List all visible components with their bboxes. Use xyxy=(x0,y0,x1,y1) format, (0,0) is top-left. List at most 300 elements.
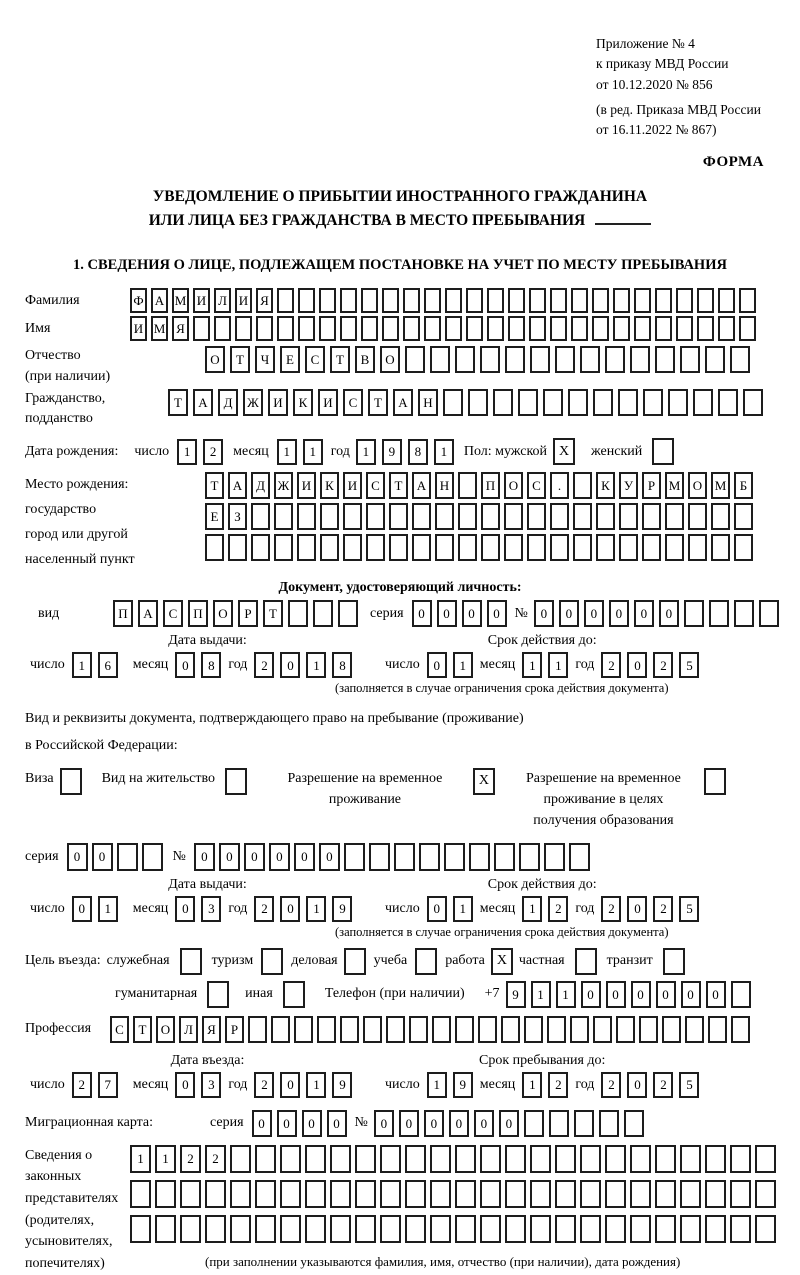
char-cell[interactable] xyxy=(573,472,592,499)
char-cell[interactable] xyxy=(305,1215,326,1243)
char-cell[interactable] xyxy=(571,316,588,341)
char-cell[interactable] xyxy=(117,843,138,871)
stay-year-cells[interactable] xyxy=(601,1072,699,1098)
char-cell[interactable] xyxy=(688,534,707,561)
char-cell[interactable]: 0 xyxy=(280,1072,300,1098)
residence-issue-year-cells[interactable] xyxy=(254,896,352,922)
birth-day-cells[interactable] xyxy=(177,439,223,465)
birth-year-cells[interactable] xyxy=(356,439,454,465)
char-cell[interactable]: 0 xyxy=(559,600,579,627)
char-cell[interactable] xyxy=(634,316,651,341)
char-cell[interactable]: 1 xyxy=(306,652,326,678)
char-cell[interactable]: Р xyxy=(642,472,661,499)
char-cell[interactable]: Я xyxy=(256,288,273,313)
char-cell[interactable]: И xyxy=(235,288,252,313)
char-cell[interactable]: О xyxy=(688,472,707,499)
char-cell[interactable] xyxy=(430,1215,451,1243)
char-cell[interactable]: 0 xyxy=(462,600,482,627)
char-cell[interactable] xyxy=(430,346,450,373)
char-cell[interactable] xyxy=(424,316,441,341)
identity-issue-day-cells[interactable] xyxy=(72,652,118,678)
char-cell[interactable] xyxy=(711,534,730,561)
char-cell[interactable]: 0 xyxy=(219,843,240,871)
char-cell[interactable]: 6 xyxy=(98,652,118,678)
char-cell[interactable] xyxy=(527,534,546,561)
char-cell[interactable]: В xyxy=(355,346,375,373)
char-cell[interactable] xyxy=(363,1016,382,1043)
char-cell[interactable] xyxy=(142,843,163,871)
char-cell[interactable] xyxy=(340,1016,359,1043)
char-cell[interactable] xyxy=(369,843,390,871)
identity-series-cells[interactable] xyxy=(412,600,507,627)
char-cell[interactable] xyxy=(550,534,569,561)
char-cell[interactable] xyxy=(613,316,630,341)
char-cell[interactable] xyxy=(130,1180,151,1208)
char-cell[interactable] xyxy=(443,389,463,416)
char-cell[interactable] xyxy=(430,1145,451,1173)
char-cell[interactable] xyxy=(630,1145,651,1173)
char-cell[interactable]: 3 xyxy=(201,896,221,922)
identity-expiry-day-cells[interactable] xyxy=(427,652,473,678)
char-cell[interactable]: 2 xyxy=(601,896,621,922)
char-cell[interactable]: Я xyxy=(172,316,189,341)
citizenship-cells[interactable] xyxy=(168,389,763,416)
char-cell[interactable] xyxy=(549,1110,569,1137)
char-cell[interactable]: 2 xyxy=(601,1072,621,1098)
char-cell[interactable] xyxy=(730,346,750,373)
char-cell[interactable]: П xyxy=(481,472,500,499)
char-cell[interactable] xyxy=(529,316,546,341)
char-cell[interactable] xyxy=(480,1180,501,1208)
char-cell[interactable]: 8 xyxy=(201,652,221,678)
birth-place-cells-row1[interactable] xyxy=(205,472,753,499)
char-cell[interactable] xyxy=(730,1180,751,1208)
char-cell[interactable] xyxy=(676,288,693,313)
purpose-other-checkbox[interactable] xyxy=(283,981,305,1008)
representatives-cells-row3[interactable] xyxy=(130,1215,776,1243)
char-cell[interactable] xyxy=(343,503,362,530)
char-cell[interactable]: Е xyxy=(280,346,300,373)
char-cell[interactable] xyxy=(530,346,550,373)
char-cell[interactable] xyxy=(501,1016,520,1043)
char-cell[interactable] xyxy=(469,843,490,871)
char-cell[interactable] xyxy=(403,288,420,313)
char-cell[interactable] xyxy=(504,503,523,530)
char-cell[interactable] xyxy=(680,1180,701,1208)
char-cell[interactable]: 0 xyxy=(374,1110,394,1137)
char-cell[interactable] xyxy=(405,1180,426,1208)
residence-expiry-year-cells[interactable] xyxy=(601,896,699,922)
char-cell[interactable]: 0 xyxy=(280,652,300,678)
char-cell[interactable] xyxy=(458,503,477,530)
char-cell[interactable]: 0 xyxy=(581,981,601,1008)
char-cell[interactable] xyxy=(642,534,661,561)
char-cell[interactable] xyxy=(297,503,316,530)
char-cell[interactable] xyxy=(340,288,357,313)
char-cell[interactable] xyxy=(555,346,575,373)
birth-place-cells-row2[interactable] xyxy=(205,503,753,530)
char-cell[interactable] xyxy=(298,316,315,341)
char-cell[interactable]: Т xyxy=(133,1016,152,1043)
char-cell[interactable] xyxy=(366,503,385,530)
char-cell[interactable] xyxy=(277,288,294,313)
char-cell[interactable] xyxy=(493,389,513,416)
char-cell[interactable] xyxy=(466,288,483,313)
char-cell[interactable]: 0 xyxy=(437,600,457,627)
char-cell[interactable]: Р xyxy=(238,600,258,627)
char-cell[interactable] xyxy=(705,1145,726,1173)
char-cell[interactable] xyxy=(618,389,638,416)
char-cell[interactable] xyxy=(730,1145,751,1173)
char-cell[interactable] xyxy=(655,1180,676,1208)
char-cell[interactable] xyxy=(596,503,615,530)
char-cell[interactable]: Д xyxy=(218,389,238,416)
char-cell[interactable]: 1 xyxy=(522,896,542,922)
char-cell[interactable]: 0 xyxy=(656,981,676,1008)
char-cell[interactable] xyxy=(214,316,231,341)
option-visa-checkbox[interactable] xyxy=(60,768,82,795)
char-cell[interactable] xyxy=(547,1016,566,1043)
char-cell[interactable] xyxy=(424,288,441,313)
char-cell[interactable]: 0 xyxy=(499,1110,519,1137)
char-cell[interactable] xyxy=(205,1215,226,1243)
char-cell[interactable] xyxy=(494,843,515,871)
identity-number-cells[interactable] xyxy=(534,600,779,627)
char-cell[interactable]: П xyxy=(188,600,208,627)
char-cell[interactable]: 1 xyxy=(277,439,297,465)
char-cell[interactable] xyxy=(693,389,713,416)
char-cell[interactable] xyxy=(665,534,684,561)
char-cell[interactable] xyxy=(251,503,270,530)
char-cell[interactable] xyxy=(277,316,294,341)
char-cell[interactable] xyxy=(319,288,336,313)
char-cell[interactable] xyxy=(458,534,477,561)
char-cell[interactable]: О xyxy=(156,1016,175,1043)
char-cell[interactable]: П xyxy=(113,600,133,627)
char-cell[interactable] xyxy=(355,1145,376,1173)
char-cell[interactable]: 0 xyxy=(584,600,604,627)
residence-series-cells[interactable] xyxy=(67,843,163,871)
char-cell[interactable] xyxy=(445,288,462,313)
char-cell[interactable]: 0 xyxy=(280,896,300,922)
char-cell[interactable] xyxy=(382,316,399,341)
char-cell[interactable]: И xyxy=(343,472,362,499)
char-cell[interactable] xyxy=(573,503,592,530)
char-cell[interactable] xyxy=(570,1016,589,1043)
char-cell[interactable] xyxy=(555,1215,576,1243)
char-cell[interactable]: И xyxy=(268,389,288,416)
char-cell[interactable]: 0 xyxy=(72,896,92,922)
char-cell[interactable] xyxy=(619,534,638,561)
char-cell[interactable]: 3 xyxy=(201,1072,221,1098)
char-cell[interactable] xyxy=(680,1215,701,1243)
char-cell[interactable]: 2 xyxy=(548,896,568,922)
char-cell[interactable] xyxy=(230,1180,251,1208)
char-cell[interactable] xyxy=(412,503,431,530)
char-cell[interactable]: 1 xyxy=(72,652,92,678)
char-cell[interactable] xyxy=(340,316,357,341)
char-cell[interactable] xyxy=(251,534,270,561)
char-cell[interactable] xyxy=(330,1180,351,1208)
char-cell[interactable] xyxy=(655,288,672,313)
char-cell[interactable]: 0 xyxy=(269,843,290,871)
char-cell[interactable]: Т xyxy=(368,389,388,416)
char-cell[interactable] xyxy=(508,288,525,313)
char-cell[interactable] xyxy=(255,1180,276,1208)
char-cell[interactable] xyxy=(580,1215,601,1243)
char-cell[interactable] xyxy=(569,843,590,871)
char-cell[interactable] xyxy=(616,1016,635,1043)
char-cell[interactable]: 1 xyxy=(98,896,118,922)
char-cell[interactable] xyxy=(711,503,730,530)
char-cell[interactable]: М xyxy=(665,472,684,499)
char-cell[interactable] xyxy=(320,534,339,561)
char-cell[interactable]: 0 xyxy=(634,600,654,627)
char-cell[interactable]: 2 xyxy=(180,1145,201,1173)
char-cell[interactable] xyxy=(755,1180,776,1208)
char-cell[interactable]: Ж xyxy=(243,389,263,416)
char-cell[interactable] xyxy=(605,1180,626,1208)
char-cell[interactable]: 1 xyxy=(548,652,568,678)
char-cell[interactable] xyxy=(361,288,378,313)
char-cell[interactable] xyxy=(274,503,293,530)
char-cell[interactable] xyxy=(524,1110,544,1137)
char-cell[interactable]: 0 xyxy=(706,981,726,1008)
purpose-tourism-checkbox[interactable] xyxy=(261,948,283,975)
char-cell[interactable]: А xyxy=(138,600,158,627)
char-cell[interactable] xyxy=(605,1215,626,1243)
char-cell[interactable] xyxy=(355,1215,376,1243)
sex-male-checkbox[interactable]: X xyxy=(553,438,575,465)
char-cell[interactable] xyxy=(643,389,663,416)
char-cell[interactable]: 2 xyxy=(72,1072,92,1098)
purpose-business-checkbox[interactable] xyxy=(344,948,366,975)
char-cell[interactable] xyxy=(409,1016,428,1043)
char-cell[interactable] xyxy=(593,389,613,416)
char-cell[interactable]: 1 xyxy=(427,1072,447,1098)
char-cell[interactable]: Е xyxy=(205,503,224,530)
char-cell[interactable] xyxy=(288,600,308,627)
char-cell[interactable] xyxy=(468,389,488,416)
char-cell[interactable] xyxy=(505,1145,526,1173)
char-cell[interactable] xyxy=(665,503,684,530)
residence-number-cells[interactable] xyxy=(194,843,590,871)
char-cell[interactable]: У xyxy=(619,472,638,499)
char-cell[interactable] xyxy=(518,389,538,416)
migration-series-cells[interactable] xyxy=(252,1110,347,1137)
option-residence-permit-checkbox[interactable] xyxy=(225,768,247,795)
char-cell[interactable]: З xyxy=(228,503,247,530)
char-cell[interactable] xyxy=(684,600,704,627)
given-name-cells[interactable] xyxy=(130,316,756,341)
residence-issue-month-cells[interactable] xyxy=(175,896,221,922)
char-cell[interactable]: К xyxy=(320,472,339,499)
char-cell[interactable] xyxy=(386,1016,405,1043)
char-cell[interactable] xyxy=(412,534,431,561)
char-cell[interactable] xyxy=(592,288,609,313)
char-cell[interactable] xyxy=(487,288,504,313)
char-cell[interactable]: 2 xyxy=(254,652,274,678)
char-cell[interactable]: 9 xyxy=(382,439,402,465)
char-cell[interactable] xyxy=(530,1180,551,1208)
char-cell[interactable]: Т xyxy=(263,600,283,627)
char-cell[interactable]: Н xyxy=(435,472,454,499)
char-cell[interactable]: И xyxy=(318,389,338,416)
char-cell[interactable]: 0 xyxy=(277,1110,297,1137)
char-cell[interactable] xyxy=(394,843,415,871)
char-cell[interactable]: 0 xyxy=(474,1110,494,1137)
char-cell[interactable]: 5 xyxy=(679,896,699,922)
char-cell[interactable]: 0 xyxy=(627,1072,647,1098)
char-cell[interactable] xyxy=(455,346,475,373)
char-cell[interactable] xyxy=(705,346,725,373)
char-cell[interactable] xyxy=(634,288,651,313)
char-cell[interactable]: 9 xyxy=(453,1072,473,1098)
char-cell[interactable] xyxy=(380,1180,401,1208)
char-cell[interactable] xyxy=(529,288,546,313)
char-cell[interactable] xyxy=(330,1145,351,1173)
char-cell[interactable] xyxy=(466,316,483,341)
char-cell[interactable] xyxy=(568,389,588,416)
char-cell[interactable] xyxy=(630,1180,651,1208)
char-cell[interactable]: 1 xyxy=(155,1145,176,1173)
char-cell[interactable] xyxy=(505,346,525,373)
char-cell[interactable] xyxy=(343,534,362,561)
patronymic-cells[interactable] xyxy=(205,346,750,373)
char-cell[interactable] xyxy=(573,534,592,561)
char-cell[interactable]: 2 xyxy=(205,1145,226,1173)
char-cell[interactable] xyxy=(445,316,462,341)
char-cell[interactable]: 0 xyxy=(67,843,88,871)
char-cell[interactable]: А xyxy=(151,288,168,313)
char-cell[interactable] xyxy=(655,1215,676,1243)
char-cell[interactable]: 0 xyxy=(606,981,626,1008)
char-cell[interactable]: 1 xyxy=(356,439,376,465)
char-cell[interactable] xyxy=(305,1145,326,1173)
sex-female-checkbox[interactable] xyxy=(652,438,674,465)
char-cell[interactable]: 2 xyxy=(601,652,621,678)
purpose-transit-checkbox[interactable] xyxy=(663,948,685,975)
char-cell[interactable] xyxy=(380,1145,401,1173)
char-cell[interactable] xyxy=(487,316,504,341)
char-cell[interactable] xyxy=(759,600,779,627)
purpose-official-checkbox[interactable] xyxy=(180,948,202,975)
char-cell[interactable]: 0 xyxy=(627,896,647,922)
char-cell[interactable] xyxy=(519,843,540,871)
char-cell[interactable]: 1 xyxy=(306,896,326,922)
option-temp-residence-edu-checkbox[interactable] xyxy=(704,768,726,795)
char-cell[interactable]: 0 xyxy=(534,600,554,627)
purpose-private-checkbox[interactable] xyxy=(575,948,597,975)
char-cell[interactable]: 0 xyxy=(319,843,340,871)
char-cell[interactable]: 2 xyxy=(653,896,673,922)
char-cell[interactable]: С xyxy=(305,346,325,373)
char-cell[interactable]: 0 xyxy=(175,652,195,678)
char-cell[interactable]: С xyxy=(343,389,363,416)
char-cell[interactable]: 1 xyxy=(522,652,542,678)
char-cell[interactable] xyxy=(550,316,567,341)
char-cell[interactable]: О xyxy=(205,346,225,373)
char-cell[interactable] xyxy=(380,1215,401,1243)
char-cell[interactable]: 1 xyxy=(434,439,454,465)
char-cell[interactable] xyxy=(419,843,440,871)
option-temp-residence-checkbox[interactable]: X xyxy=(473,768,495,795)
char-cell[interactable] xyxy=(571,288,588,313)
char-cell[interactable] xyxy=(734,503,753,530)
char-cell[interactable] xyxy=(544,843,565,871)
char-cell[interactable]: . xyxy=(550,472,569,499)
char-cell[interactable]: С xyxy=(527,472,546,499)
char-cell[interactable]: С xyxy=(163,600,183,627)
char-cell[interactable] xyxy=(743,389,763,416)
purpose-study-checkbox[interactable] xyxy=(415,948,437,975)
char-cell[interactable]: А xyxy=(193,389,213,416)
char-cell[interactable]: С xyxy=(110,1016,129,1043)
char-cell[interactable]: А xyxy=(228,472,247,499)
char-cell[interactable] xyxy=(613,288,630,313)
char-cell[interactable] xyxy=(504,534,523,561)
char-cell[interactable]: М xyxy=(151,316,168,341)
char-cell[interactable] xyxy=(455,1145,476,1173)
char-cell[interactable] xyxy=(317,1016,336,1043)
identity-issue-year-cells[interactable] xyxy=(254,652,352,678)
char-cell[interactable] xyxy=(662,1016,681,1043)
char-cell[interactable]: К xyxy=(293,389,313,416)
char-cell[interactable]: 0 xyxy=(487,600,507,627)
char-cell[interactable] xyxy=(230,1145,251,1173)
char-cell[interactable] xyxy=(338,600,358,627)
char-cell[interactable] xyxy=(718,316,735,341)
char-cell[interactable] xyxy=(180,1180,201,1208)
residence-issue-day-cells[interactable] xyxy=(72,896,118,922)
char-cell[interactable]: 0 xyxy=(424,1110,444,1137)
char-cell[interactable]: 1 xyxy=(453,652,473,678)
char-cell[interactable] xyxy=(297,534,316,561)
char-cell[interactable] xyxy=(294,1016,313,1043)
stay-month-cells[interactable] xyxy=(522,1072,568,1098)
char-cell[interactable] xyxy=(280,1145,301,1173)
char-cell[interactable] xyxy=(355,1180,376,1208)
char-cell[interactable] xyxy=(668,389,688,416)
char-cell[interactable] xyxy=(605,346,625,373)
char-cell[interactable] xyxy=(320,503,339,530)
char-cell[interactable] xyxy=(298,288,315,313)
char-cell[interactable] xyxy=(550,288,567,313)
purpose-work-checkbox[interactable]: X xyxy=(491,948,513,975)
char-cell[interactable] xyxy=(599,1110,619,1137)
char-cell[interactable] xyxy=(478,1016,497,1043)
char-cell[interactable] xyxy=(455,1215,476,1243)
char-cell[interactable] xyxy=(685,1016,704,1043)
char-cell[interactable] xyxy=(705,1215,726,1243)
char-cell[interactable] xyxy=(235,316,252,341)
char-cell[interactable]: 2 xyxy=(254,1072,274,1098)
char-cell[interactable] xyxy=(435,534,454,561)
char-cell[interactable] xyxy=(734,534,753,561)
char-cell[interactable] xyxy=(405,1145,426,1173)
char-cell[interactable]: Б xyxy=(734,472,753,499)
char-cell[interactable]: Т xyxy=(205,472,224,499)
char-cell[interactable] xyxy=(480,1215,501,1243)
char-cell[interactable]: Р xyxy=(225,1016,244,1043)
char-cell[interactable] xyxy=(274,534,293,561)
char-cell[interactable] xyxy=(705,1180,726,1208)
char-cell[interactable]: 8 xyxy=(332,652,352,678)
char-cell[interactable] xyxy=(739,288,756,313)
char-cell[interactable]: 0 xyxy=(609,600,629,627)
entry-month-cells[interactable] xyxy=(175,1072,221,1098)
char-cell[interactable] xyxy=(731,1016,750,1043)
